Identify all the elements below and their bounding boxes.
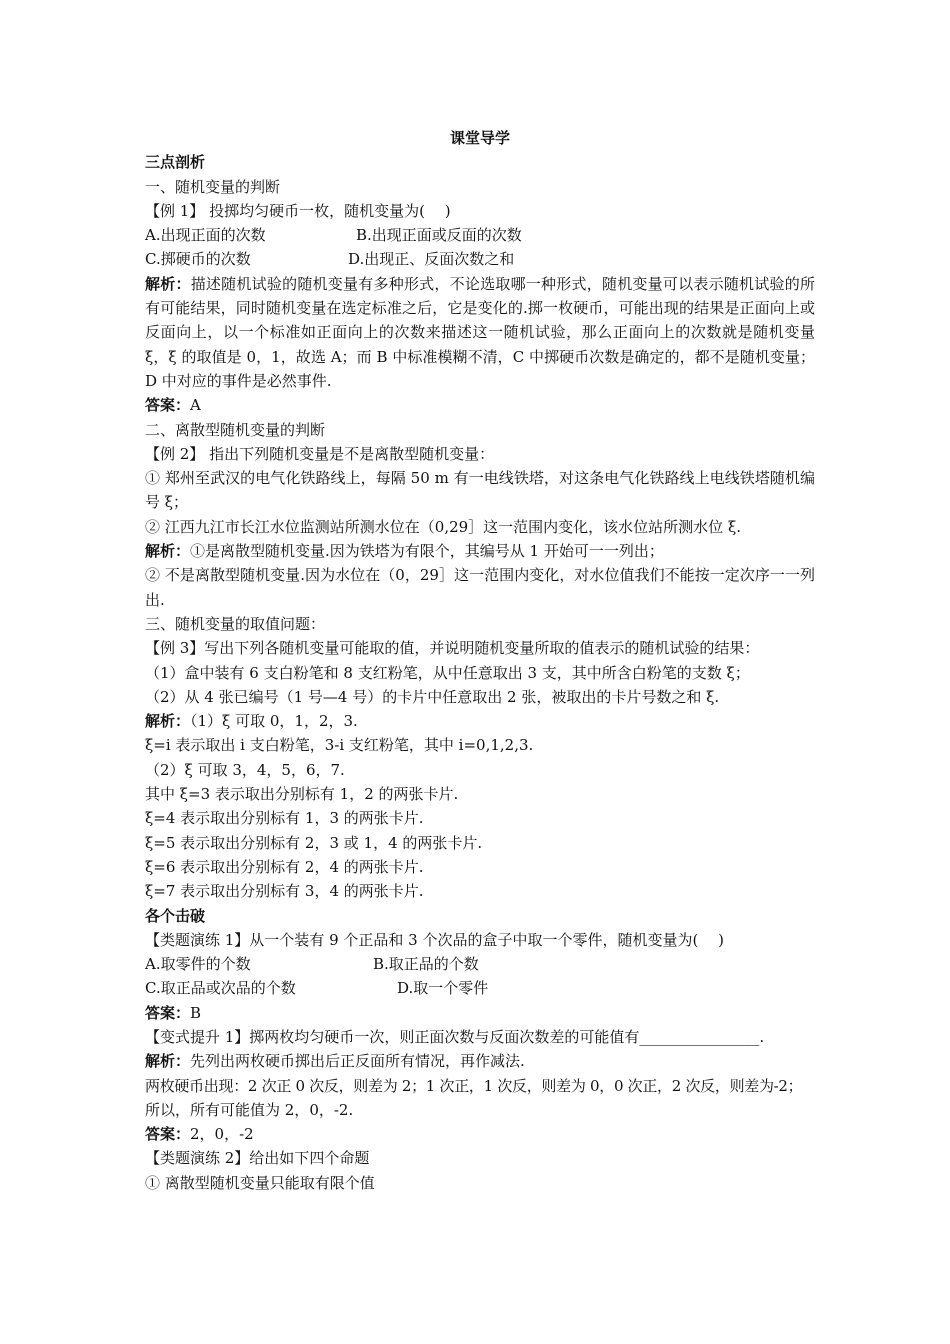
option-b: B.出现正面或反面的次数 <box>356 226 522 245</box>
analysis-text: （1）ξ 可取 0，1，2，3. <box>190 712 358 731</box>
answer-line <box>145 1122 815 1146</box>
analysis-paragraph <box>145 539 815 563</box>
list-item: （1）盒中装有 6 支白粉笔和 8 支红粉笔，从中任意取出 3 支，其中所含白粉笔的支数 ξ； <box>145 663 750 682</box>
list-item: ① 郑州至武汉的电气化铁路线上，每隔 50 m 有一电线铁塔，对这条电气化铁路线上电线铁塔随机编号 ξ； <box>145 469 815 512</box>
analysis-line: 其中 ξ=3 表示取出分别标有 1，2 的两张卡片. <box>145 785 459 804</box>
analysis-line: ξ=6 表示取出分别标有 2，4 的两张卡片. <box>145 857 424 876</box>
analysis-paragraph: ② 不是离散型随机变量.因为水位在（0，29］这一范围内变化，对水位值我们不能按一定次序一一列出. <box>145 566 815 609</box>
answer-label: 答案： <box>145 1125 191 1144</box>
section-heading: 三点剖析 <box>145 153 206 172</box>
analysis-line: （2）ξ 可取 3，4，5，6，7. <box>145 760 345 779</box>
example-question: 【例 1】 投掷均匀硬币一枚，随机变量为( ) <box>145 201 451 220</box>
part-heading: 一、随机变量的判断 <box>145 177 281 196</box>
options-row <box>145 247 815 271</box>
option-b: B.取正品的个数 <box>373 955 479 974</box>
drill-question: 【类题演练 1】从一个装有 9 个正品和 3 个次品的盒子中取一个零件，随机变量为( ) <box>145 930 724 949</box>
list-item: ② 江西九江市长江水位监测站所测水位在（0,29］这一范围内变化，该水位站所测水位 ξ. <box>145 517 741 536</box>
analysis-label: 解析： <box>145 274 191 293</box>
answer-text: A <box>190 396 201 415</box>
analysis-line: ξ=7 表示取出分别标有 3，4 的两张卡片. <box>145 882 424 901</box>
analysis-paragraph <box>145 709 815 733</box>
section-heading: 各个击破 <box>145 906 206 925</box>
list-item: ① 离散型随机变量只能取有限个值 <box>145 1173 375 1192</box>
example-question: 【例 3】写出下列各随机变量可能取的值，并说明随机变量所取的值表示的随机试验的结果： <box>145 639 760 658</box>
analysis-text: 描述随机试验的随机变量有多种形式，不论选取哪一种形式，随机变量可以表示随机试验的所有可能结果，同时随机变量在选定标准之后，它是变化的.掷一枚硬币，可能出现的结果是正面向上或反面向上，以一个标准如正面向上的次数来描述这一随机试验，那么正面向上的次数就是随机变量 ξ，ξ 的取值是 0，1，故选 A；而 B 中标准模糊不清，C 中掷硬币次数是确定的，都不是随机变量；D 中对应的事件是必然事件. <box>145 274 815 390</box>
options-row <box>145 223 815 247</box>
analysis-line: ξ=i 表示取出 i 支白粉笔，3-i 支红粉笔，其中 i=0,1,2,3. <box>145 736 534 755</box>
option-a: A.取零件的个数 <box>145 955 251 974</box>
analysis-line: ξ=5 表示取出分别标有 2，3 或 1，4 的两张卡片. <box>145 833 483 852</box>
analysis-text: ①是离散型随机变量.因为铁塔为有限个，其编号从 1 开始可一一列出； <box>190 542 664 561</box>
page-title: 课堂导学 <box>449 129 510 147</box>
options-row <box>145 952 815 976</box>
example-question: 【例 2】 指出下列随机变量是不是离散型随机变量： <box>145 444 495 463</box>
document-page <box>145 126 815 1195</box>
option-c: C.掷硬币的次数 <box>145 250 251 269</box>
option-a: A.出现正面的次数 <box>145 226 266 245</box>
part-heading: 三、随机变量的取值问题： <box>145 614 326 633</box>
answer-line <box>145 393 815 417</box>
option-c: C.取正品或次品的个数 <box>145 979 296 998</box>
answer-line <box>145 1001 815 1025</box>
part-heading: 二、离散型随机变量的判断 <box>145 420 326 439</box>
drill-question: 【类题演练 2】给出如下四个命题 <box>145 1149 370 1168</box>
answer-label: 答案： <box>145 396 191 415</box>
analysis-label: 解析： <box>145 542 191 561</box>
analysis-line: 两枚硬币出现：2 次正 0 次反，则差为 2；1 次正，1 次反，则差为 0，0 次正，2 次反，则差为-2； <box>145 1076 803 1095</box>
analysis-line: 所以，所有可能值为 2，0，-2. <box>145 1100 354 1119</box>
analysis-paragraph <box>145 272 815 393</box>
variant-question: 【变式提升 1】掷两枚均匀硬币一次，则正面次数与反面次数差的可能值有________________. <box>145 1027 765 1046</box>
analysis-paragraph <box>145 1049 815 1073</box>
answer-label: 答案： <box>145 1003 191 1022</box>
analysis-text: 先列出两枚硬币掷出后正反面所有情况，再作减法. <box>190 1052 525 1071</box>
analysis-label: 解析： <box>145 1052 191 1071</box>
analysis-line: ξ=4 表示取出分别标有 1，3 的两张卡片. <box>145 809 424 828</box>
option-d: D.出现正、反面次数之和 <box>348 250 515 269</box>
option-d: D.取一个零件 <box>397 979 489 998</box>
list-item: （2）从 4 张已编号（1 号—4 号）的卡片中任意取出 2 张，被取出的卡片号数之和 ξ. <box>145 687 720 706</box>
answer-text: B <box>190 1003 202 1022</box>
answer-text: 2，0，-2 <box>190 1125 254 1144</box>
analysis-label: 解析： <box>145 712 191 731</box>
options-row <box>145 976 815 1000</box>
